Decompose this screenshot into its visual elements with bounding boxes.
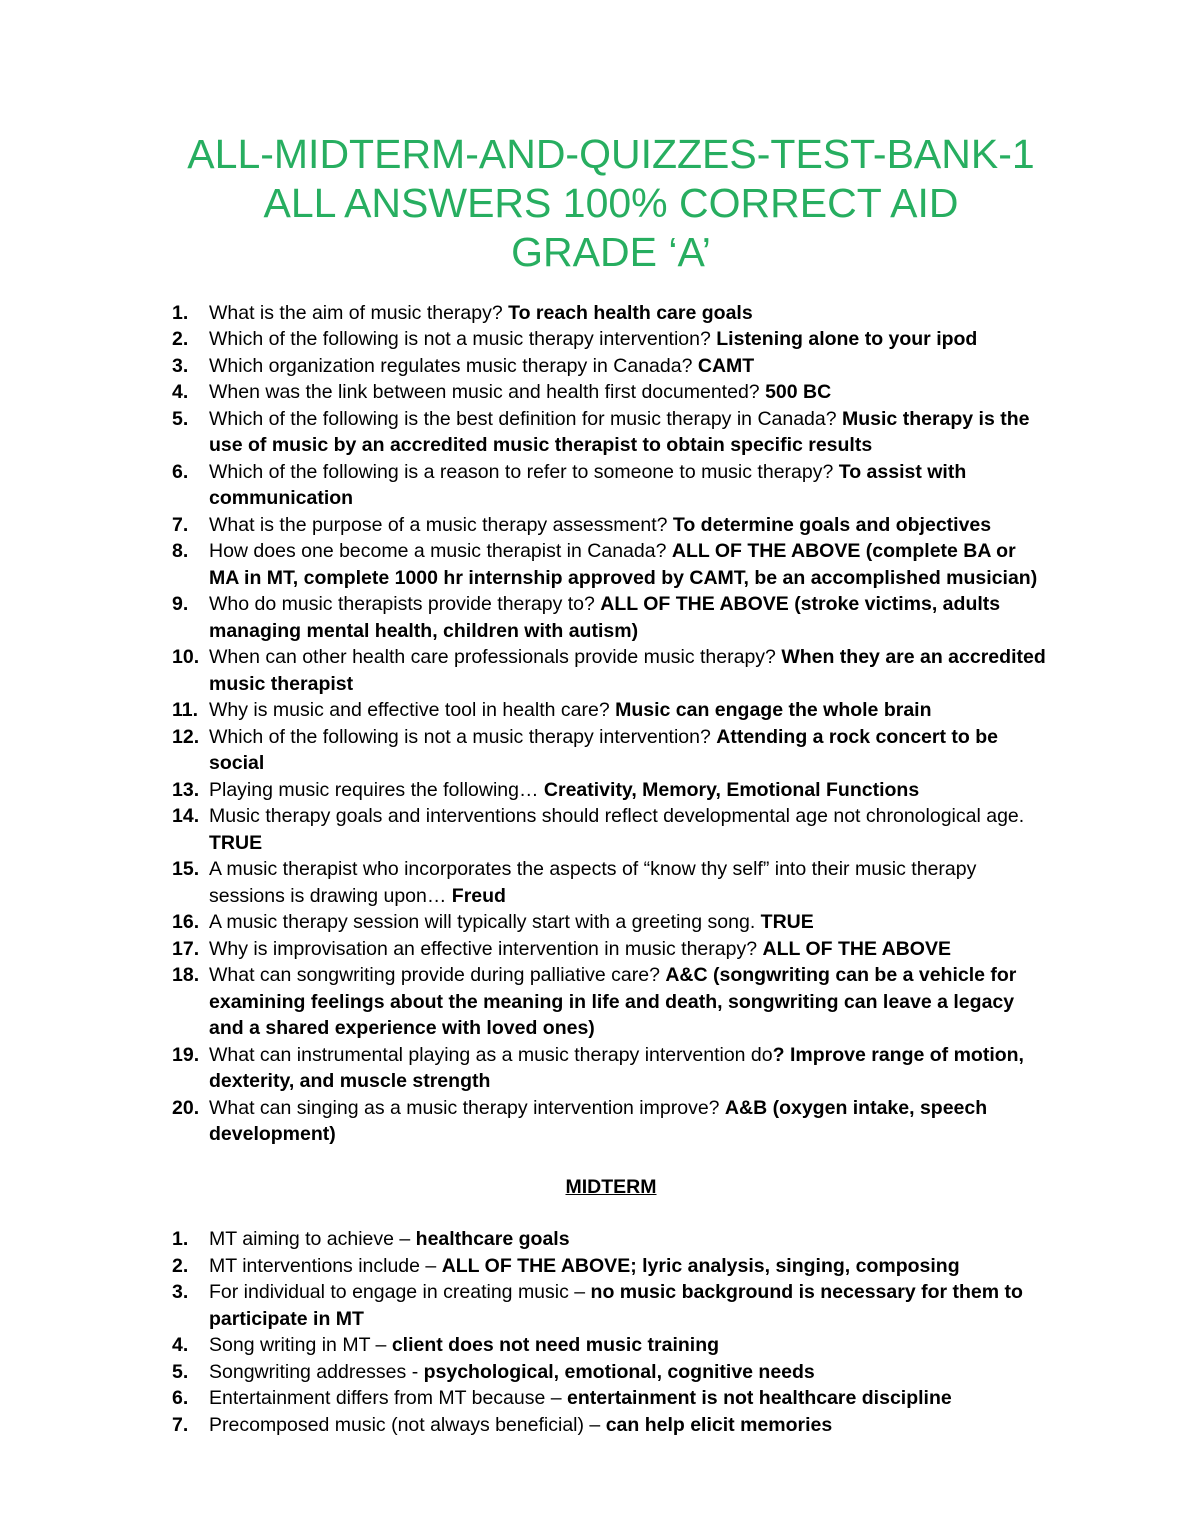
question-item <box>172 1412 1050 1439</box>
answer-text: A&C (songwriting can be a vehicle for examining feelings about the meaning in life and death, songwriting can leave a legacy and a shared experience with loved ones) <box>209 964 1017 1040</box>
question-item <box>172 644 1050 697</box>
answer-text: ALL OF THE ABOVE (complete BA or MA in MT, complete 1000 hr internship approved by CAMT, be an accomplished musician) <box>209 540 1038 589</box>
question-item <box>172 803 1050 856</box>
question-text: Entertainment differs from MT because – <box>209 1387 568 1410</box>
question-item <box>172 538 1050 591</box>
item-number: 3. <box>172 1281 189 1304</box>
item-number: 14. <box>172 805 200 828</box>
question-and-answer <box>209 909 1050 936</box>
item-number: 7. <box>172 513 189 536</box>
item-number: 2. <box>172 1254 189 1277</box>
item-number: 4. <box>172 381 189 404</box>
question-item <box>172 1042 1050 1095</box>
question-item <box>172 591 1050 644</box>
question-and-answer <box>209 1095 1050 1148</box>
answer-text: Creativity, Memory, Emotional Functions <box>543 778 920 801</box>
question-text: Song writing in MT – <box>209 1334 392 1357</box>
answer-text: TRUE <box>760 911 814 934</box>
question-and-answer <box>209 538 1050 591</box>
question-text: Which of the following is a reason to refer to someone to music therapy? <box>209 460 839 483</box>
question-text: MT interventions include – <box>209 1254 442 1277</box>
question-item <box>172 326 1050 353</box>
question-item <box>172 1253 1050 1280</box>
question-and-answer <box>209 406 1050 459</box>
answer-text: can help elicit memories <box>605 1413 833 1436</box>
question-item <box>172 1385 1050 1412</box>
question-item <box>172 909 1050 936</box>
answer-text: A&B (oxygen intake, speech development) <box>209 1096 988 1146</box>
question-item <box>172 379 1050 406</box>
title-line-1: ALL-MIDTERM-AND-QUIZZES-TEST-BANK-1 <box>187 131 1035 177</box>
document-title <box>172 130 1050 278</box>
question-text: What is the aim of music therapy? <box>209 301 509 324</box>
question-and-answer <box>209 1253 1050 1280</box>
item-number: 17. <box>172 937 200 960</box>
question-item <box>172 406 1050 459</box>
question-text: What can instrumental playing as a music therapy intervention do <box>209 1043 773 1066</box>
question-item <box>172 353 1050 380</box>
answer-text: Music can engage the whole brain <box>615 699 932 722</box>
question-item <box>172 777 1050 804</box>
answer-text: entertainment is not healthcare discipline <box>567 1387 952 1410</box>
item-number: 3. <box>172 354 189 377</box>
answer-text: 500 BC <box>765 381 832 404</box>
question-text: Which organization regulates music therapy in Canada? <box>209 354 698 377</box>
question-text: What is the purpose of a music therapy assessment? <box>209 513 673 536</box>
question-text: Which of the following is not a music therapy intervention? <box>209 328 717 351</box>
answer-text: CAMT <box>697 354 755 377</box>
question-text: Songwriting addresses - <box>209 1360 424 1383</box>
question-text: When can other health care professionals provide music therapy? <box>209 646 782 669</box>
question-and-answer <box>209 777 1050 804</box>
question-and-answer <box>209 962 1050 1042</box>
item-number: 13. <box>172 778 200 801</box>
answer-text: client does not need music training <box>391 1334 720 1357</box>
question-text: When was the link between music and health first documented? <box>209 381 766 404</box>
quiz-question-list <box>172 300 1050 1148</box>
question-and-answer <box>209 856 1050 909</box>
question-item <box>172 856 1050 909</box>
item-number: 16. <box>172 911 200 934</box>
question-text: Precomposed music (not always beneficial) – <box>209 1413 606 1436</box>
question-and-answer <box>209 724 1050 777</box>
answer-text: Attending a rock concert to be social <box>209 725 998 775</box>
answer-text: Freud <box>451 884 506 907</box>
question-and-answer <box>209 353 1050 380</box>
answer-text: ? Improve range of motion, dexterity, and muscle strength <box>209 1043 1024 1093</box>
midterm-heading: MIDTERM <box>565 1175 657 1198</box>
question-item <box>172 1332 1050 1359</box>
item-number: 10. <box>172 646 200 669</box>
question-item <box>172 1359 1050 1386</box>
item-number: 5. <box>172 407 189 430</box>
question-text: Music therapy goals and interventions should reflect developmental age not chronological age. <box>209 805 1025 828</box>
item-number: 1. <box>172 1228 189 1251</box>
answer-text: To reach health care goals <box>508 301 753 324</box>
item-number: 4. <box>172 1334 189 1357</box>
item-number: 9. <box>172 593 189 616</box>
question-item <box>172 512 1050 539</box>
question-text: What can singing as a music therapy intervention improve? <box>209 1096 725 1119</box>
answer-text: Music therapy is the use of music by an accredited music therapist to obtain specific results <box>209 407 1030 457</box>
question-item <box>172 962 1050 1042</box>
question-item <box>172 1095 1050 1148</box>
question-and-answer <box>209 936 1050 963</box>
answer-text: no music background is necessary for them to participate in MT <box>209 1281 1023 1330</box>
answer-text: ALL OF THE ABOVE (stroke victims, adults managing mental health, children with autism) <box>209 593 1001 642</box>
question-item <box>172 697 1050 724</box>
question-text: Which of the following is not a music therapy intervention? <box>209 725 717 748</box>
question-text: Playing music requires the following… <box>209 778 544 801</box>
question-and-answer <box>209 697 1050 724</box>
question-text: For individual to engage in creating music – <box>209 1281 591 1304</box>
question-and-answer <box>209 1359 1050 1386</box>
item-number: 5. <box>172 1360 189 1383</box>
question-item <box>172 1279 1050 1332</box>
item-number: 6. <box>172 1387 189 1410</box>
item-number: 11. <box>172 699 199 722</box>
question-and-answer <box>209 459 1050 512</box>
question-item <box>172 459 1050 512</box>
question-and-answer <box>209 644 1050 697</box>
item-number: 15. <box>172 858 200 881</box>
question-and-answer <box>209 1412 1050 1439</box>
question-and-answer <box>209 1042 1050 1095</box>
answer-text: psychological, emotional, cognitive needs <box>423 1360 815 1383</box>
question-and-answer <box>209 1279 1050 1332</box>
item-number: 7. <box>172 1413 189 1436</box>
question-and-answer <box>209 300 1050 327</box>
question-item <box>172 724 1050 777</box>
item-number: 6. <box>172 460 189 483</box>
question-and-answer <box>209 1332 1050 1359</box>
question-text: What can songwriting provide during palliative care? <box>209 964 666 987</box>
answer-text: healthcare goals <box>415 1228 570 1251</box>
item-number: 8. <box>172 540 189 563</box>
item-number: 12. <box>172 725 200 748</box>
item-number: 1. <box>172 301 189 324</box>
question-item <box>172 936 1050 963</box>
question-and-answer <box>209 326 1050 353</box>
question-item <box>172 1226 1050 1253</box>
title-line-2: ALL ANSWERS 100% CORRECT AID <box>263 180 959 227</box>
answer-text: TRUE <box>209 831 263 854</box>
question-and-answer <box>209 1226 1050 1253</box>
title-line-3: GRADE ‘A’ <box>511 229 711 276</box>
question-text: Why is music and effective tool in health care? <box>209 699 616 722</box>
answer-text: ALL OF THE ABOVE <box>762 937 951 960</box>
answer-text: To assist with communication <box>209 460 967 510</box>
question-text: A music therapy session will typically start with a greeting song. <box>209 911 761 934</box>
answer-text: When they are an accredited music therapist <box>209 646 1046 695</box>
question-text: How does one become a music therapist in Canada? <box>209 540 672 563</box>
question-and-answer <box>209 591 1050 644</box>
question-and-answer <box>209 1385 1050 1412</box>
question-and-answer <box>209 512 1050 539</box>
item-number: 20. <box>172 1096 200 1119</box>
answer-text: ALL OF THE ABOVE; lyric analysis, singing, composing <box>441 1254 960 1277</box>
question-text: Why is improvisation an effective intervention in music therapy? <box>209 937 763 960</box>
question-item <box>172 300 1050 327</box>
question-text: A music therapist who incorporates the aspects of “know thy self” into their music therapy sessions is drawing upon… <box>209 858 977 907</box>
item-number: 19. <box>172 1043 200 1066</box>
question-text: Who do music therapists provide therapy to? <box>209 593 601 616</box>
question-and-answer <box>209 379 1050 406</box>
answer-text: Listening alone to your ipod <box>716 328 978 351</box>
question-text: MT aiming to achieve – <box>209 1228 416 1251</box>
item-number: 18. <box>172 964 200 987</box>
answer-text: To determine goals and objectives <box>672 513 992 536</box>
question-text: Which of the following is the best definition for music therapy in Canada? <box>209 407 843 430</box>
item-number: 2. <box>172 328 189 351</box>
midterm-question-list <box>172 1226 1050 1438</box>
question-and-answer <box>209 803 1050 856</box>
